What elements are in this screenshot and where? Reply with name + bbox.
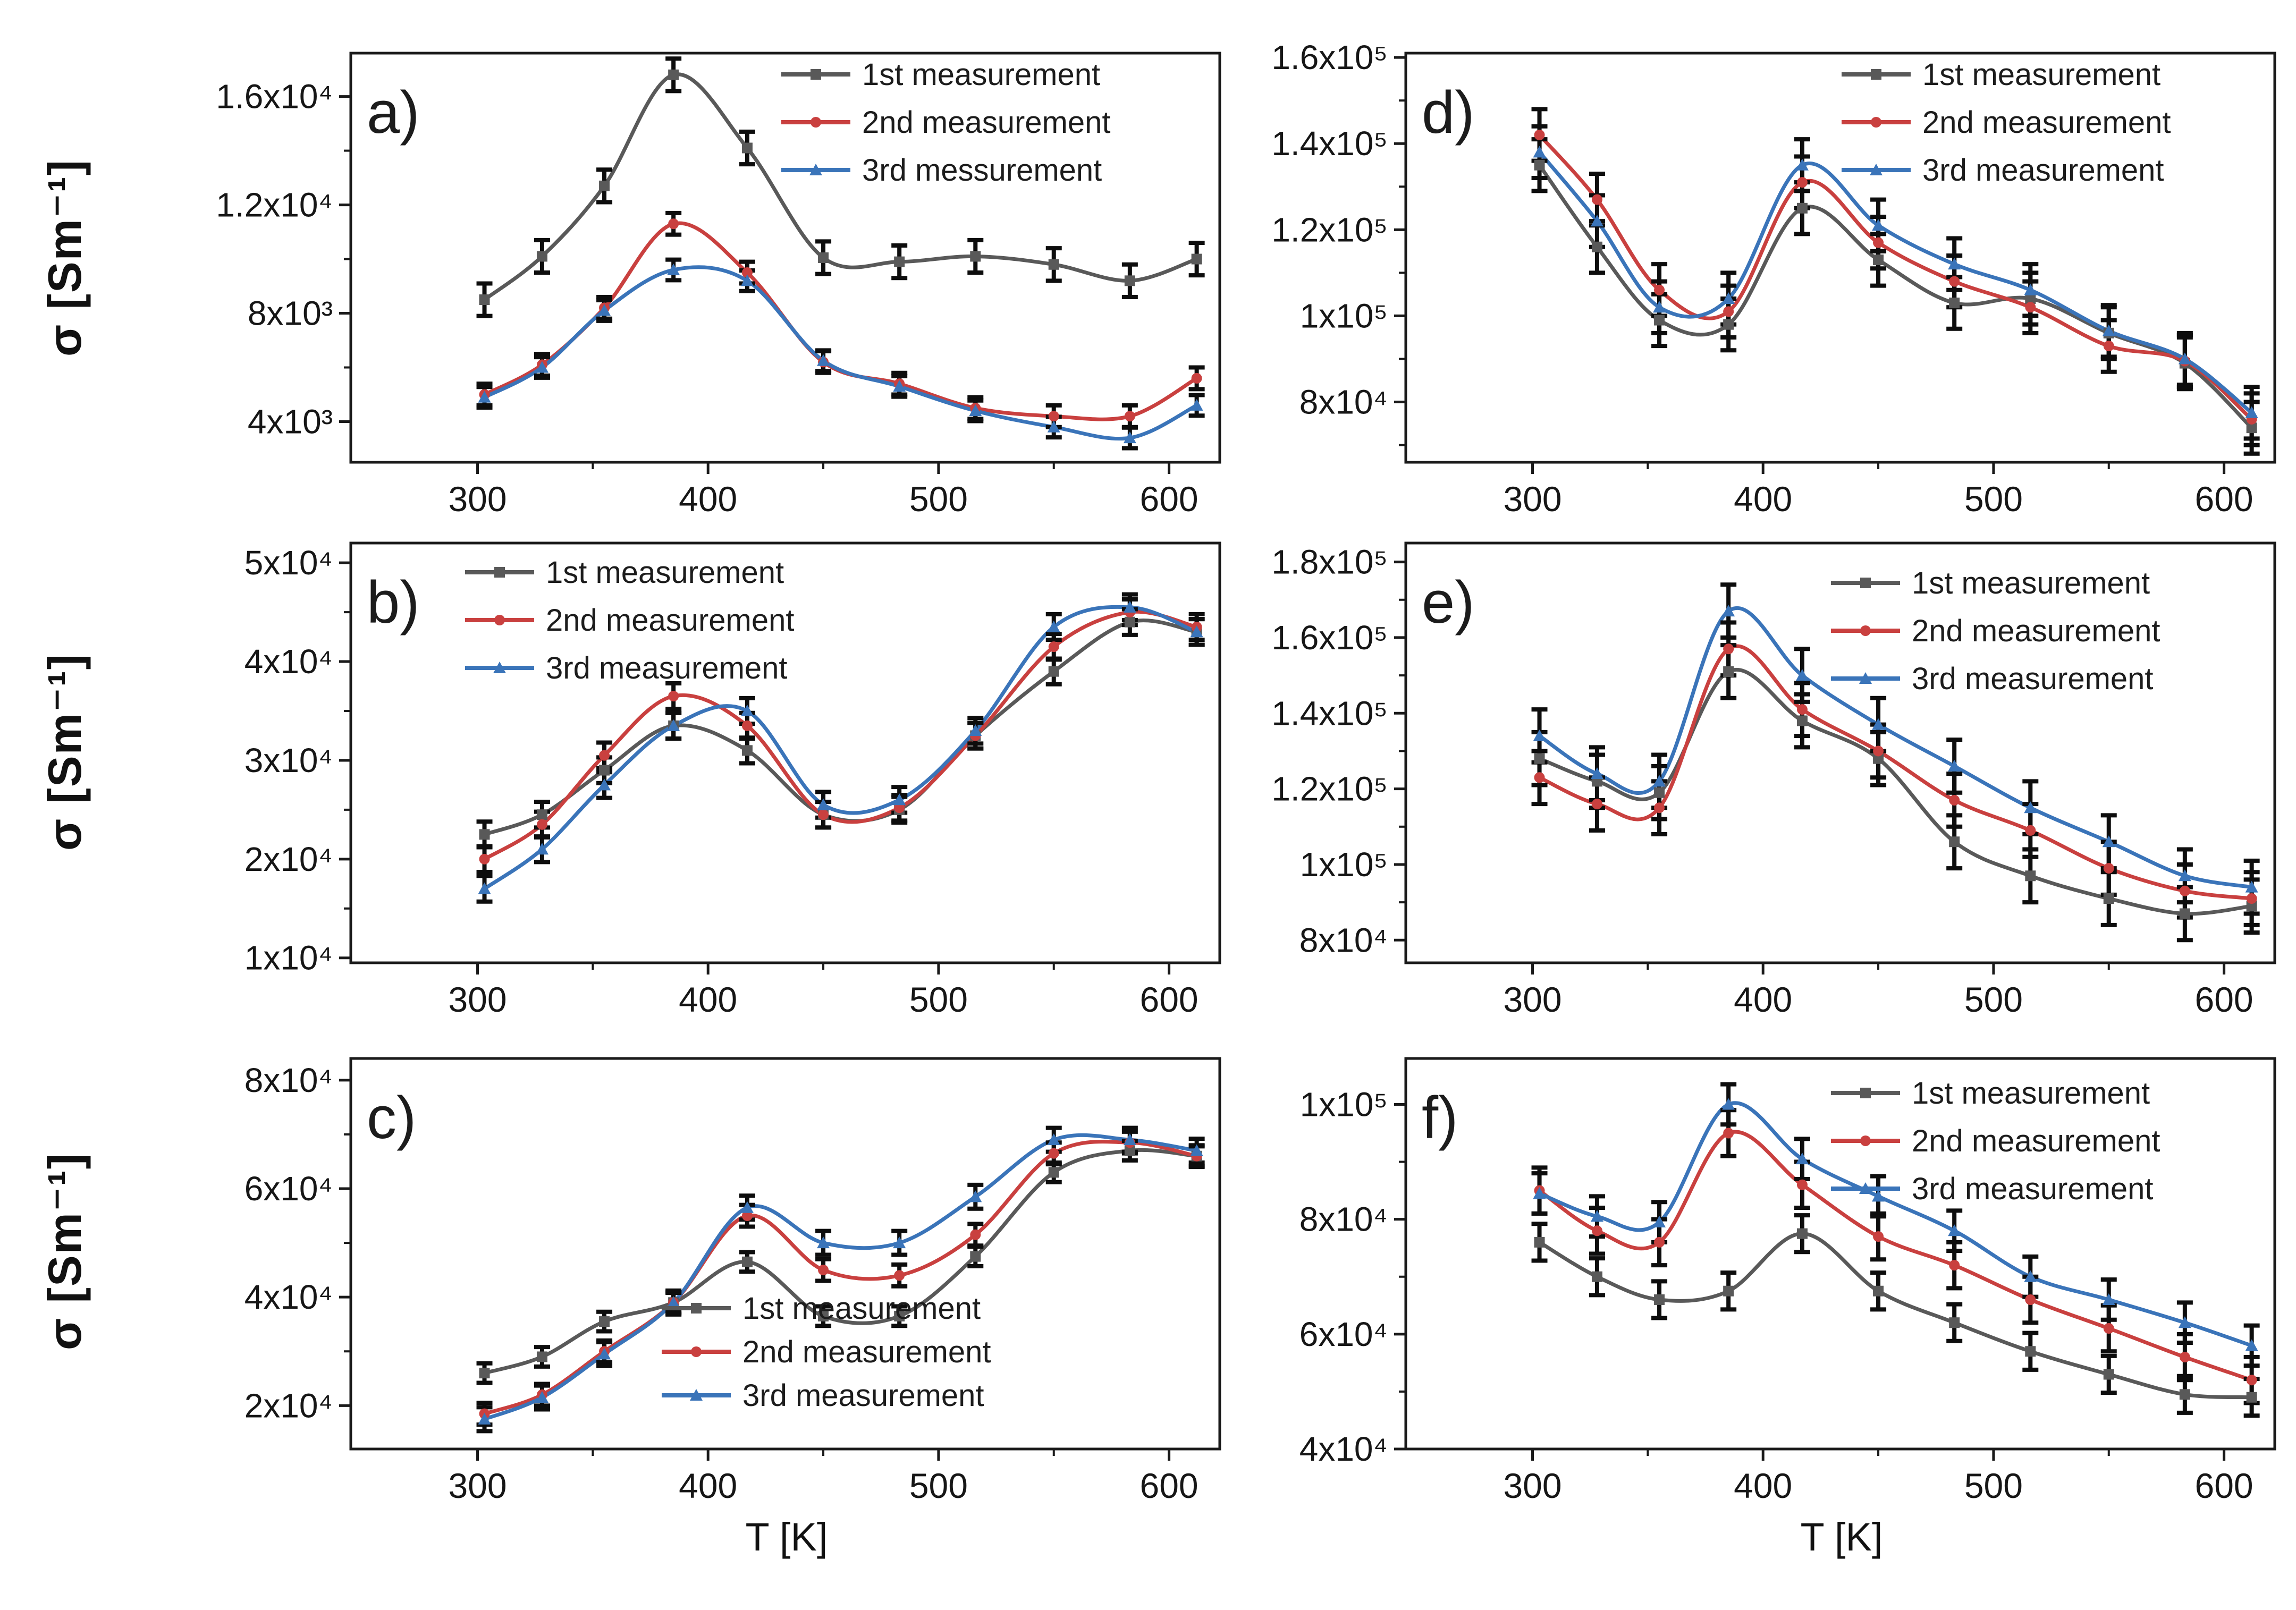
- panel-letter: c): [367, 1084, 417, 1151]
- legend-label: 2nd measurement: [1912, 1124, 2160, 1158]
- y-tick-label: 4x10⁴: [244, 642, 333, 681]
- y-tick-label: 1.4x10⁵: [1271, 124, 1388, 163]
- series-line-circle: [1540, 1132, 2252, 1380]
- panel-b-chart: [197, 511, 1241, 1040]
- panel-letter: f): [1422, 1084, 1458, 1151]
- x-tick-label: 400: [1734, 479, 1793, 519]
- y-tick-label: 5x10⁴: [244, 544, 333, 582]
- legend-label: 3rd measurement: [1912, 662, 2154, 696]
- series-line-triangle: [485, 607, 1197, 888]
- y-tick-label: 1x10⁵: [1299, 296, 1388, 335]
- y-tick-label: 4x10⁴: [244, 1278, 333, 1317]
- y-tick-label: 1.6x10⁵: [1271, 618, 1388, 657]
- legend: [1831, 1076, 2160, 1206]
- series-lines: [485, 607, 1197, 888]
- panel-c: [197, 1027, 1241, 1526]
- x-tick-label: 300: [448, 479, 507, 519]
- legend-label: 3rd measurement: [546, 651, 788, 685]
- x-tick-label: 400: [1734, 1466, 1793, 1505]
- legend: [1842, 57, 2171, 188]
- series-lines: [1540, 608, 2252, 913]
- x-tick-label: 500: [1964, 980, 2023, 1019]
- panel-d: [1252, 21, 2296, 539]
- series-line-triangle: [1540, 608, 2252, 887]
- x-tick-label: 500: [1964, 479, 2023, 519]
- legend-label: 3rd measurement: [742, 1378, 984, 1413]
- series-line-square: [1540, 1234, 2252, 1397]
- y-tick-label: 1.2x10⁵: [1271, 210, 1388, 249]
- x-axis-label-right: T [K]: [1800, 1515, 1883, 1559]
- y-tick-label: 6x10⁴: [1299, 1315, 1388, 1353]
- panel-f-chart: [1252, 1027, 2296, 1526]
- panel-letter: b): [367, 569, 420, 635]
- y-tick-label: 1.2x10⁴: [216, 185, 333, 224]
- x-tick-label: 300: [1503, 479, 1562, 519]
- legend-label: 1st measurement: [1922, 57, 2161, 92]
- x-tick-label: 400: [679, 1466, 738, 1505]
- x-tick-label: 300: [1503, 980, 1562, 1019]
- y-tick-label: 2x10⁴: [244, 1386, 333, 1425]
- y-tick-label: 3x10⁴: [244, 741, 333, 779]
- y-tick-label: 8x10⁴: [1299, 383, 1388, 421]
- legend-label: 2nd measurement: [546, 603, 795, 638]
- y-tick-label: 6x10⁴: [244, 1170, 333, 1208]
- panel-letter: a): [367, 79, 420, 146]
- y-tick-label: 8x10⁴: [1299, 1200, 1388, 1239]
- y-tick-label: 1.6x10⁴: [216, 77, 333, 116]
- panel-letter: d): [1422, 79, 1475, 146]
- legend: [1831, 566, 2160, 696]
- x-tick-label: 400: [679, 479, 738, 519]
- x-tick-label: 500: [909, 980, 968, 1019]
- y-tick-label: 1.2x10⁵: [1271, 769, 1388, 808]
- y-tick-label: 1x10⁴: [244, 938, 333, 977]
- legend-label: 1st measurement: [1912, 1076, 2150, 1111]
- y-tick-label: 8x10³: [247, 294, 333, 333]
- y-tick-label: 4x10⁴: [1299, 1430, 1388, 1468]
- legend: [662, 1291, 991, 1413]
- panel-a: [197, 21, 1241, 539]
- x-tick-label: 300: [448, 1466, 507, 1505]
- legend-label: 1st measurement: [1912, 566, 2150, 600]
- legend-label: 1st measurement: [862, 57, 1101, 92]
- y-tick-label: 2x10⁴: [244, 840, 333, 878]
- y-axis-label-row1: σ [Sm⁻¹]: [38, 159, 91, 357]
- x-tick-label: 600: [2194, 479, 2253, 519]
- series-line-triangle: [1540, 152, 2252, 412]
- series-line-circle: [485, 1142, 1197, 1414]
- x-tick-label: 600: [1139, 479, 1198, 519]
- legend-label: 3rd messurement: [862, 153, 1102, 188]
- legend-label: 3rd measurement: [1922, 153, 2164, 188]
- x-tick-label: 500: [909, 479, 968, 519]
- x-axis-label-left: T [K]: [745, 1515, 828, 1559]
- panel-letter: e): [1422, 569, 1475, 635]
- panel-d-chart: [1252, 21, 2296, 539]
- series-line-triangle: [485, 267, 1197, 439]
- x-tick-label: 400: [679, 980, 738, 1019]
- y-tick-label: 1.4x10⁵: [1271, 694, 1388, 733]
- y-tick-label: 8x10⁴: [1299, 921, 1388, 960]
- x-tick-label: 600: [2194, 980, 2253, 1019]
- legend-label: 1st measurement: [742, 1291, 981, 1326]
- panel-c-chart: [197, 1027, 1241, 1526]
- x-tick-label: 400: [1734, 980, 1793, 1019]
- x-tick-label: 300: [448, 980, 507, 1019]
- panel-e: [1252, 511, 2296, 1040]
- y-tick-label: 1x10⁵: [1299, 1085, 1388, 1124]
- series-lines: [485, 1135, 1197, 1419]
- x-tick-label: 500: [1964, 1466, 2023, 1505]
- y-tick-label: 8x10⁴: [244, 1061, 333, 1099]
- series-markers: [478, 601, 1203, 894]
- x-tick-label: 300: [1503, 1466, 1562, 1505]
- x-tick-label: 500: [909, 1466, 968, 1505]
- y-tick-label: 4x10³: [247, 402, 333, 441]
- y-axis-label-row2: σ [Sm⁻¹]: [38, 653, 91, 851]
- panel-e-chart: [1252, 511, 2296, 1040]
- legend-label: 3rd measurement: [1912, 1172, 2154, 1206]
- panel-f: [1252, 1027, 2296, 1526]
- x-tick-label: 600: [2194, 1466, 2253, 1505]
- legend-label: 2nd measurement: [1912, 614, 2160, 648]
- y-tick-label: 1.6x10⁵: [1271, 38, 1388, 77]
- y-tick-label: 1x10⁵: [1299, 845, 1388, 884]
- legend-label: 2nd measurement: [742, 1335, 991, 1369]
- legend: [781, 57, 1110, 188]
- legend: [465, 555, 794, 685]
- panel-b: [197, 511, 1241, 1040]
- legend-label: 2nd measurement: [862, 105, 1111, 140]
- legend-label: 2nd measurement: [1922, 105, 2171, 140]
- x-tick-label: 600: [1139, 980, 1198, 1019]
- y-axis-label-row3: σ [Sm⁻¹]: [38, 1153, 91, 1350]
- legend-label: 1st measurement: [546, 555, 784, 590]
- panel-a-chart: [197, 21, 1241, 539]
- x-tick-label: 600: [1139, 1466, 1198, 1505]
- y-tick-label: 1.8x10⁵: [1271, 543, 1388, 581]
- series-line-circle: [485, 612, 1197, 859]
